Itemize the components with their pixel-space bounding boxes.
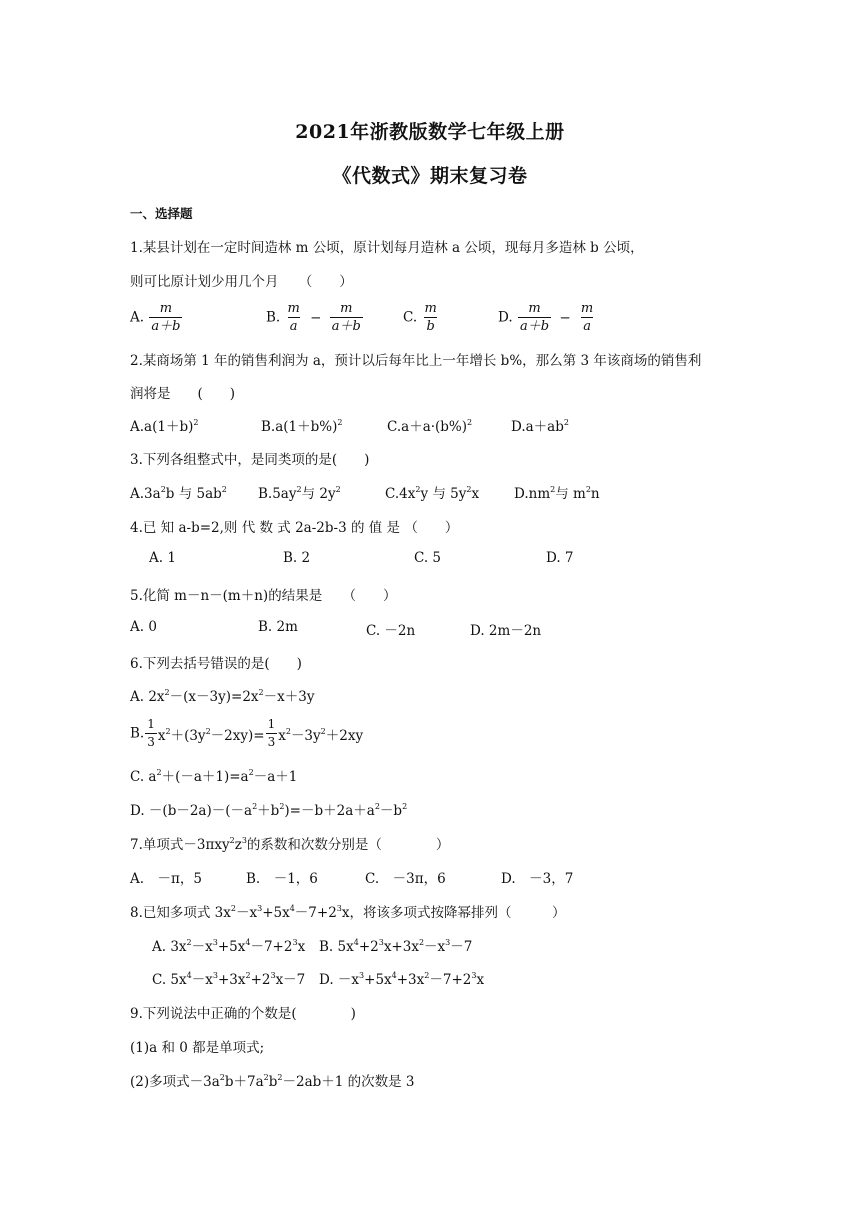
question-3-stem: 3.下列各组整式中，是同类项的是( ): [130, 452, 370, 468]
question-7-option-d: D. －3，7: [501, 871, 574, 887]
question-9-item-1: (1)a 和 0 都是单项式;: [130, 1040, 265, 1056]
question-9-stem: 9.下列说法中正确的个数是( ): [130, 1006, 356, 1022]
question-6-option-c: C. $a^2+(-a+1)=a^2-a+1$: [130, 768, 298, 785]
question-8-stem: 8.已知多项式 $3x^2-x^3+5x^4-7+2^3x$，将该多项式按降幂排列（ ）: [130, 904, 566, 921]
question-7-option-a: A. －π，5: [130, 871, 203, 887]
fraction-one-third: $\frac{1}{3}$: [147, 717, 155, 749]
question-2-line-1: 2.某商场第 1 年的销售利润为 a，预计以后每年比上一年增长 b%，那么第 3 年该商场的销售利: [130, 353, 702, 369]
question-5-option-d: D. 2m－2n: [470, 623, 542, 639]
question-4-option-d: D. 7: [546, 550, 574, 566]
question-2-option-b: $B.a(1+b\%)^2$: [261, 418, 343, 435]
question-8-option-d: D. $-x^3+5x^4+3x^2-7+2^3x$: [319, 971, 485, 988]
question-3-option-d: $D.nm^2$与 $m^2n$: [514, 485, 600, 502]
question-6-option-d: D. $-(b-2a)-(-a^2+b^2)=-b+2a+a^2-b^2$: [130, 802, 408, 819]
question-7-option-c: C. －3π，6: [365, 871, 446, 887]
question-4-option-c: C. 5: [414, 550, 442, 566]
question-7-stem: 7.单项式$-3\pi xy^2z^3$的系数和次数分别是（ ）: [130, 836, 450, 853]
question-6-stem: 6.下列去括号错误的是( ): [130, 656, 302, 672]
question-1-option-c: C. $\frac{m}{b}$: [403, 301, 437, 334]
section-heading: 一、选择题: [130, 206, 193, 221]
document-subtitle: 《代数式》期末复习卷: [332, 165, 528, 187]
question-5-option-a: A. 0: [130, 619, 157, 635]
question-3-option-a: $A.3a^2b$ 与 $5ab^2$: [130, 485, 227, 502]
question-1-line-2: 则可比原计划少用几个月 （ ）: [130, 274, 353, 290]
question-4-option-b: B. 2: [283, 550, 311, 566]
document-title: 2021年浙教版数学七年级上册: [295, 121, 565, 143]
question-1-option-b: B. $\frac{m}{a}$ − $\frac{m}{a+b}$: [266, 301, 361, 334]
question-1-line-1: 1.某县计划在一定时间造林 m 公顷，原计划每月造林 a 公顷，现每月多造林 b 公顷，: [130, 240, 644, 256]
question-9-item-2: (2)多项式$-3a^2b+7a^2b^2-2ab+1$ 的次数是 3: [130, 1073, 415, 1090]
question-8-option-c: C. $5x^4-x^3+3x^2+2^3x-7$: [152, 971, 306, 988]
question-2-line-2: 润将是 ( ): [130, 386, 236, 402]
question-1-option-d: D. $\frac{m}{a+b}$ − $\frac{m}{a}$: [498, 301, 594, 334]
question-4-option-a: A. 1: [149, 550, 176, 566]
question-6-option-b: B. $\frac{1}{3}$ $x^2+(3y^2-2xy)=$ $\frac{1}{3}$ $x^2-3y^2+2xy$: [130, 717, 364, 749]
question-7-option-b: B. －1，6: [246, 871, 318, 887]
question-5-stem: 5.化简 m－n－(m＋n)的结果是 （ ）: [130, 588, 397, 604]
question-2-option-d: $D.a+ab^2$: [511, 418, 569, 435]
question-6-option-a: A. $2x^2-(x-3y)=2x^2-x+3y$: [130, 688, 315, 705]
question-8-option-a: A. $3x^2-x^3+5x^4-7+2^3x$: [152, 938, 306, 955]
question-5-option-c: C. －2n: [366, 623, 416, 639]
question-3-option-c: $C.4x^2y$ 与 $5y^2x$: [385, 485, 480, 502]
question-8-option-b: B. $5x^4+2^3x+3x^2-x^3-7$: [319, 938, 473, 955]
question-2-option-c: $C.a+a\cdot(b\%)^2$: [387, 418, 473, 435]
question-2-option-a: $A.a(1+b)^2$: [130, 418, 199, 435]
question-4-stem: 4.已 知 a-b=2,则 代 数 式 2a-2b-3 的 值 是 （ ）: [130, 520, 459, 536]
question-3-option-b: $B.5ay^2$与 $2y^2$: [258, 485, 341, 502]
question-1-option-a: A. $\frac{m}{a+b}$: [130, 301, 181, 334]
question-5-option-b: B. 2m: [258, 619, 298, 635]
